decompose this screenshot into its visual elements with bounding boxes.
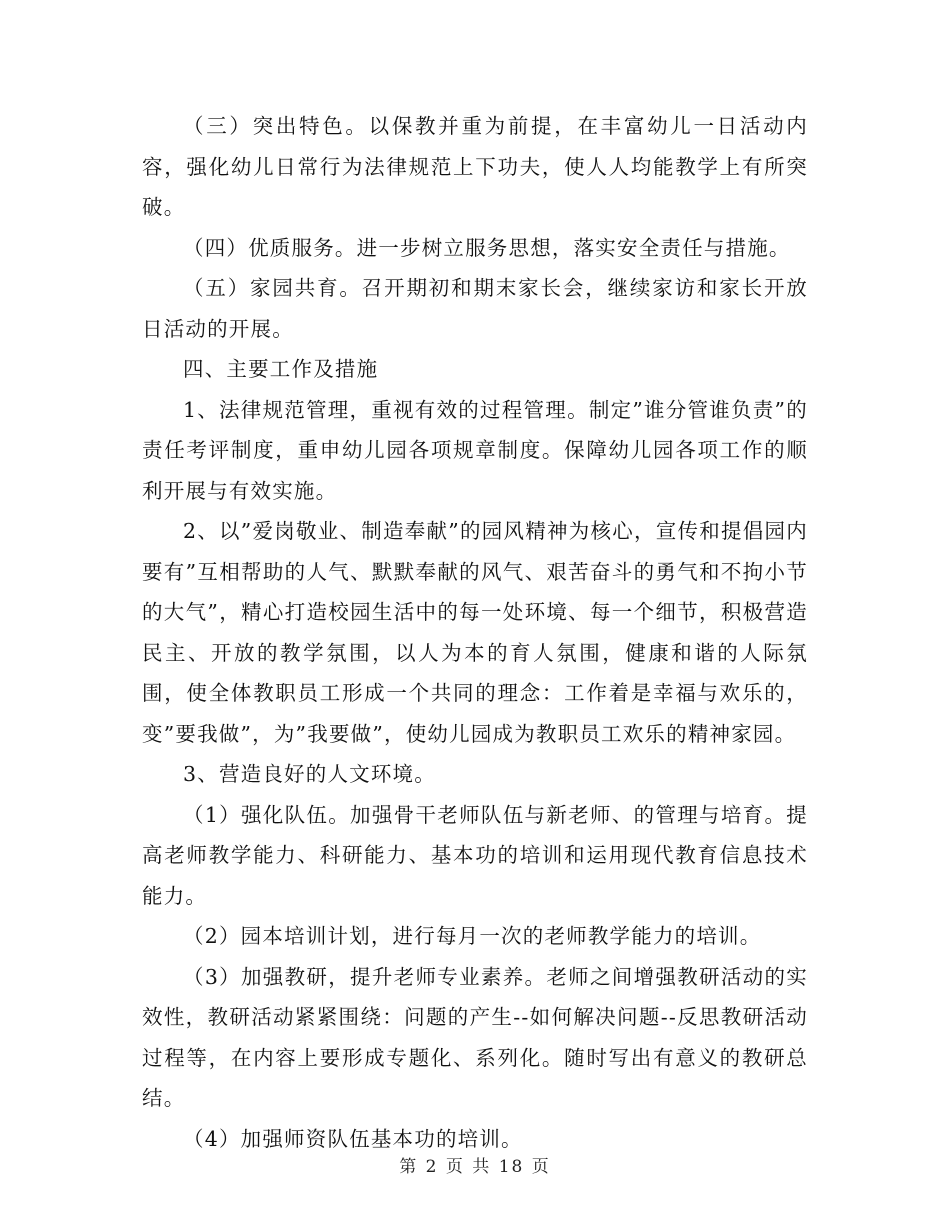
paragraph-1: （三）突出特色。以保教并重为前提，在丰富幼儿一日活动内容，强化幼儿日常行为法律规范上下功夫，使人人均能教学上有所突破。	[142, 114, 808, 219]
body-text	[142, 106, 808, 1159]
paragraph-3: （五）家园共育。召开期初和期末家长会，继续家访和家长开放日活动的开展。	[142, 276, 808, 341]
section-heading: 四、主要工作及措施	[183, 357, 379, 381]
paragraph-11: （4）加强师资队伍基本功的培训。	[183, 1126, 523, 1151]
paragraph-10: （3）加强教研，提升老师专业素养。老师之间增强教研活动的实效性，教研活动紧紧围绕：问题的产生--如何解决问题--反思教研活动过程等，在内容上要形成专题化、系列化。随时写出有意义的教研总结。	[142, 964, 808, 1110]
paragraph-2: （四）优质服务。进一步树立服务思想，落实安全责任与措施。	[183, 235, 791, 260]
page-number-footer: 第 2 页 共 18 页	[399, 1157, 551, 1177]
paragraph-9: （2）园本培训计划，进行每月一次的老师教学能力的培训。	[183, 924, 762, 948]
paragraph-8: （1）强化队伍。加强骨干老师队伍与新老师、的管理与培育。提高老师教学能力、科研能力、基本功的培训和运用现代教育信息技术能力。	[142, 802, 808, 908]
paragraph-6: 2、以”爱岗敬业、制造奉献”的园风精神为核心，宣传和提倡园内要有”互相帮助的人气、默默奉献的风气、艰苦奋斗的勇气和不拘小节的大气”，精心打造校园生活中的每一处环境、每一个细节，积极营造民主、开放的教学氛围，以人为本的育人氛围，健康和谐的人际氛围，使全体教职员工形成一个共同的理念：工作着是幸福与欢乐的，变”要我做”，为”我要做”，使幼儿园成为教职员工欢乐的精神家园。	[142, 519, 808, 746]
paragraph-7: 3、营造良好的人文环境。	[183, 762, 436, 786]
paragraph-5: 1、法律规范管理，重视有效的过程管理。制定”谁分管谁负责”的责任考评制度，重申幼儿园各项规章制度。保障幼儿园各项工作的顺利开展与有效实施。	[142, 397, 808, 503]
